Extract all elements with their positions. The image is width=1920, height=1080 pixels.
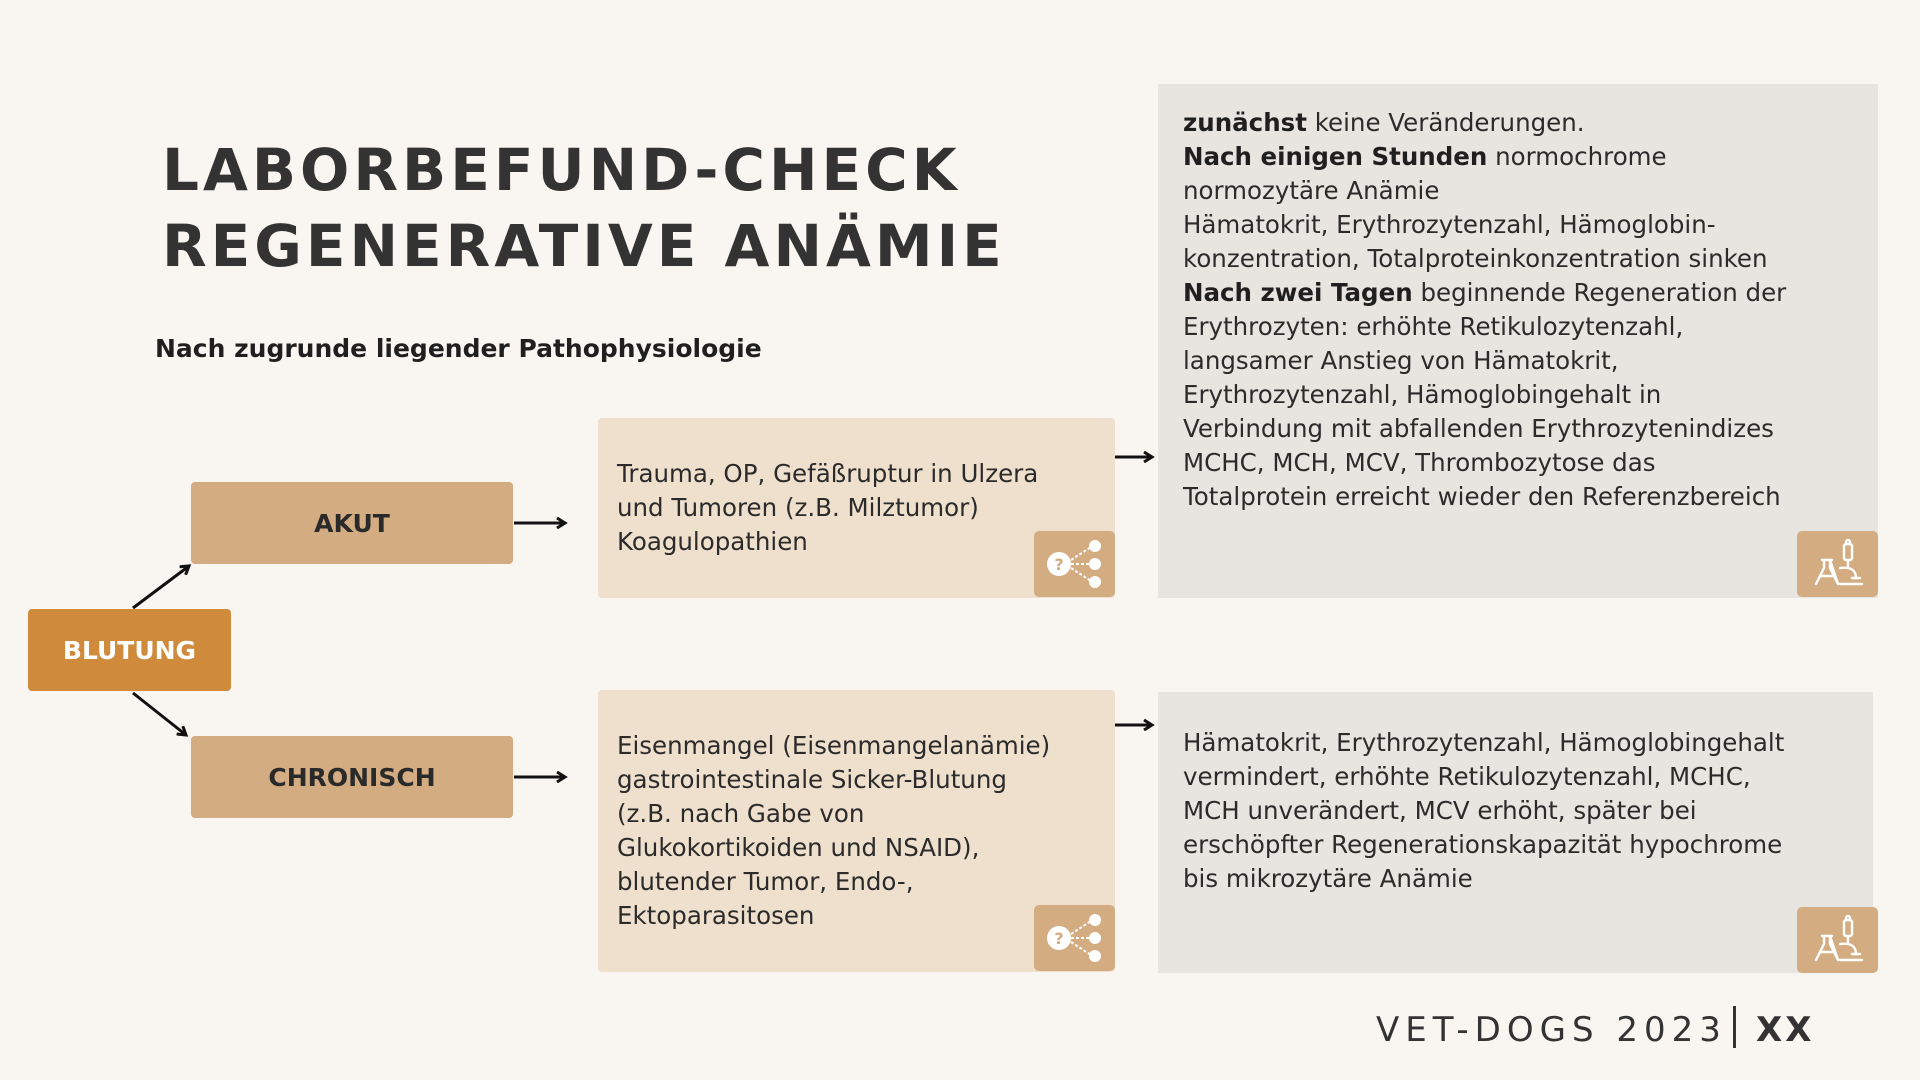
lab-line: zunächst keine Veränderungen. (1183, 108, 1585, 137)
lab-line: Totalprotein erreicht wieder den Referenzbereich (1183, 482, 1781, 511)
root-node-blutung: BLUTUNG (28, 609, 231, 691)
svg-text:?: ? (1053, 555, 1064, 574)
question-network-icon (1034, 531, 1115, 597)
lab-line: vermindert, erhöhte Retikulozytenzahl, MCHC, (1183, 762, 1751, 791)
microscope-flask-icon (1797, 531, 1878, 597)
footer-brand: VET-DOGS 2023 (1376, 1010, 1727, 1050)
cause-line: Glukokortikoiden und NSAID), (617, 833, 980, 862)
svg-text:?: ? (1053, 929, 1064, 948)
question-network-icon (1034, 905, 1115, 971)
arrow-root-to-chronisch (133, 693, 186, 735)
cause-line: gastrointestinale Sicker-Blutung (617, 765, 1007, 794)
lab-line: Nach einigen Stunden normochrome (1183, 142, 1667, 171)
lab-line: MCHC, MCH, MCV, Thrombozytose das (1183, 448, 1656, 477)
lab-line: Nach zwei Tagen beginnende Regeneration der (1183, 278, 1787, 307)
subtitle: Nach zugrunde liegender Pathophysiologie (155, 334, 762, 363)
cause-line: Eisenmangel (Eisenmangelanämie) (617, 731, 1051, 760)
title-line-2: REGENERATIVE ANÄMIE (162, 212, 1006, 280)
cause-line: und Tumoren (z.B. Milztumor) (617, 493, 979, 522)
title-line-1: LABORBEFUND-CHECK (162, 136, 961, 204)
cause-line: (z.B. nach Gabe von (617, 799, 865, 828)
cause-line: Ektoparasitosen (617, 901, 815, 930)
lab-line: Erythrozyten: erhöhte Retikulozytenzahl, (1183, 312, 1684, 341)
lab-line: Verbindung mit abfallenden Erythrozytenindizes (1183, 414, 1774, 443)
lab-line: konzentration, Totalproteinkonzentration sinken (1183, 244, 1768, 273)
cause-line: Koagulopathien (617, 527, 808, 556)
lab-line: erschöpfter Regenerationskapazität hypochrome (1183, 830, 1783, 859)
arrow-root-to-akut (133, 566, 189, 608)
footer-divider (1733, 1006, 1736, 1048)
lab-line: MCH unverändert, MCV erhöht, später bei (1183, 796, 1697, 825)
lab-line: normozytäre Anämie (1183, 176, 1440, 205)
lab-findings-box-akut (1158, 84, 1878, 598)
branch-node-akut: AKUT (191, 482, 513, 564)
cause-line: Trauma, OP, Gefäßruptur in Ulzera (617, 459, 1039, 488)
page-number: XX (1756, 1010, 1815, 1050)
lab-line: Erythrozytenzahl, Hämoglobingehalt in (1183, 380, 1662, 409)
lab-line: Hämatokrit, Erythrozytenzahl, Hämoglobingehalt (1183, 728, 1785, 757)
branch-node-chronisch: CHRONISCH (191, 736, 513, 818)
cause-line: blutender Tumor, Endo-, (617, 867, 914, 896)
lab-line: Hämatokrit, Erythrozytenzahl, Hämoglobin- (1183, 210, 1716, 239)
lab-line: langsamer Anstieg von Hämatokrit, (1183, 346, 1619, 375)
microscope-flask-icon (1797, 907, 1878, 973)
lab-findings-box-chronisch (1158, 692, 1873, 973)
lab-line: bis mikrozytäre Anämie (1183, 864, 1473, 893)
